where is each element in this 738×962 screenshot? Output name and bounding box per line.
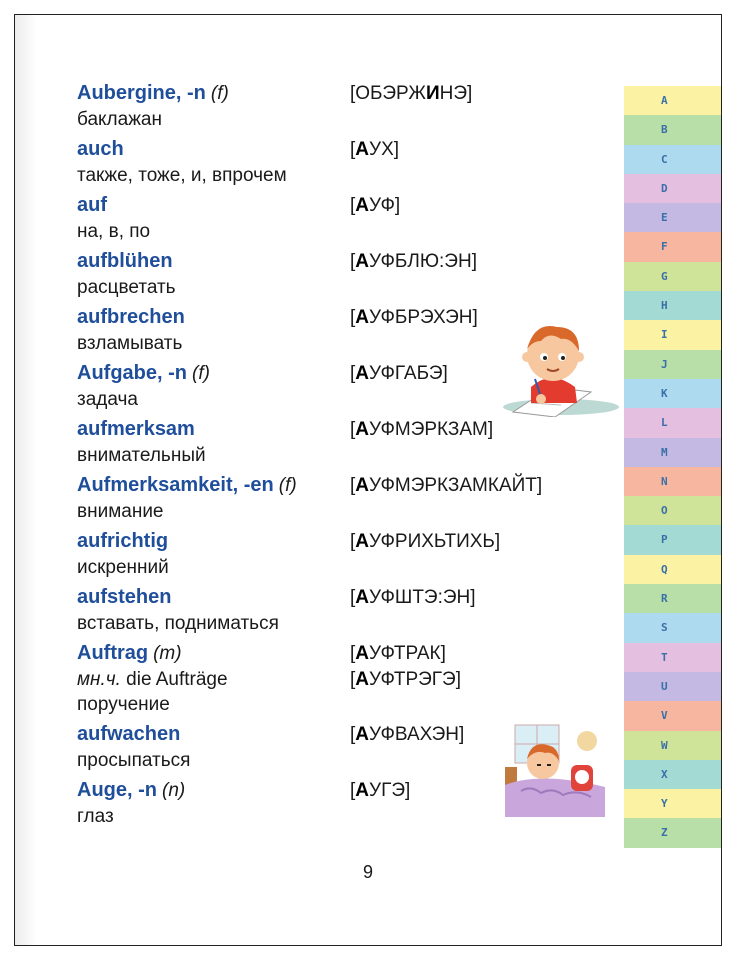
- dictionary-entry: [77, 194, 617, 244]
- stressed-letter: А: [355, 643, 370, 664]
- transcription: [350, 307, 478, 329]
- plural-word: die Aufträge: [126, 669, 228, 690]
- transcription-part: [: [350, 307, 356, 328]
- transcription: [350, 724, 464, 746]
- alphabet-tab-r[interactable]: R: [624, 584, 722, 613]
- alphabet-tab-s[interactable]: S: [624, 613, 722, 642]
- alphabet-tab-j[interactable]: J: [624, 350, 722, 379]
- stressed-letter: А: [355, 669, 370, 690]
- transcription-part: [: [350, 139, 356, 160]
- transcription-part: УФШТЭ:ЭН]: [369, 587, 476, 608]
- transcription: [350, 83, 472, 105]
- transcription-part: УФТРЭГЭ]: [369, 669, 461, 690]
- transcription-part: [: [350, 419, 356, 440]
- headword: aufmerksam: [77, 418, 195, 440]
- transcription: [350, 251, 477, 273]
- transcription: [350, 669, 461, 691]
- russian-translation: взламывать: [77, 333, 183, 354]
- alphabet-tab-w[interactable]: W: [624, 731, 722, 760]
- transcription: [350, 531, 500, 553]
- plural-label: мн.ч.: [77, 669, 121, 690]
- russian-translation: искренний: [77, 557, 169, 578]
- page-number: 9: [362, 862, 373, 882]
- stressed-letter: А: [355, 251, 370, 272]
- transcription-part: [: [350, 724, 356, 745]
- transcription-part: [: [350, 669, 356, 690]
- russian-translation: внимание: [77, 501, 164, 522]
- alphabet-tab-q[interactable]: Q: [624, 555, 722, 584]
- dictionary-entry: [77, 530, 617, 580]
- dictionary-entry: [77, 586, 617, 636]
- alphabet-tab-k[interactable]: K: [624, 379, 722, 408]
- alphabet-tab-p[interactable]: P: [624, 525, 722, 554]
- russian-translation: вставать, подниматься: [77, 613, 279, 634]
- headword: aufrichtig: [77, 530, 169, 552]
- boy-waking-up-illustration: [501, 721, 611, 821]
- grammar-gender: (n): [162, 780, 186, 801]
- transcription: [350, 195, 400, 217]
- transcription-part: [: [350, 363, 356, 384]
- transcription-part: УХ]: [369, 139, 400, 160]
- transcription: [350, 780, 410, 802]
- headword: aufbrechen: [77, 306, 185, 328]
- dictionary-entry: [77, 138, 617, 188]
- alphabet-tab-v[interactable]: V: [624, 701, 722, 730]
- transcription-part: УФМЭРКЗАМКАЙТ]: [369, 475, 543, 496]
- transcription-part: [: [350, 643, 356, 664]
- alphabet-tab-e[interactable]: E: [624, 203, 722, 232]
- transcription-part: [: [350, 780, 356, 801]
- stressed-letter: А: [355, 139, 370, 160]
- dictionary-entry: [77, 642, 617, 717]
- headword: aufwachen: [77, 723, 181, 745]
- headword: aufstehen: [77, 586, 172, 608]
- stressed-letter: А: [355, 419, 370, 440]
- page-gutter-shadow: [15, 15, 37, 945]
- headword: Aufmerksamkeit, -en: [77, 474, 274, 496]
- transcription-part: УФВАХЭН]: [369, 724, 465, 745]
- alphabet-tab-c[interactable]: C: [624, 145, 722, 174]
- transcription-part: УФГАБЭ]: [369, 363, 448, 384]
- alphabet-tab-o[interactable]: O: [624, 496, 722, 525]
- dictionary-entry: [77, 418, 617, 468]
- headword: Auge, -n: [77, 779, 157, 801]
- transcription: [350, 475, 542, 497]
- transcription-part: [: [350, 587, 356, 608]
- transcription-part: [: [350, 251, 356, 272]
- headword: auch: [77, 138, 124, 160]
- stressed-letter: А: [355, 363, 370, 384]
- transcription: [350, 139, 399, 161]
- russian-translation: внимательный: [77, 445, 206, 466]
- dictionary-entry: [77, 474, 617, 524]
- headword: Aufgabe, -n: [77, 362, 187, 384]
- grammar-gender: (f): [192, 363, 210, 384]
- stressed-letter: А: [355, 195, 370, 216]
- headword: Auftrag: [77, 642, 149, 664]
- russian-translation: на, в, по: [77, 221, 151, 242]
- russian-translation: расцветать: [77, 277, 176, 298]
- transcription-part: УФБЛЮ:ЭН]: [369, 251, 477, 272]
- transcription-part: УФ]: [369, 195, 401, 216]
- stressed-letter: А: [355, 475, 370, 496]
- alphabet-tab-z[interactable]: Z: [624, 818, 722, 847]
- plural-form: [77, 667, 350, 692]
- alphabet-tab-g[interactable]: G: [624, 262, 722, 291]
- transcription-part: УФРИХЬТИХЬ]: [369, 531, 501, 552]
- alphabet-tab-b[interactable]: B: [624, 115, 722, 144]
- alphabet-tab-u[interactable]: U: [624, 672, 722, 701]
- alphabet-tab-f[interactable]: F: [624, 232, 722, 261]
- stressed-letter: А: [355, 307, 370, 328]
- headword: auf: [77, 194, 107, 216]
- transcription-part: УФБРЭХЭН]: [369, 307, 478, 328]
- dictionary-entry: [77, 250, 617, 300]
- transcription-part: [: [350, 195, 356, 216]
- russian-translation: глаз: [77, 806, 114, 827]
- alphabet-tab-x[interactable]: X: [624, 760, 722, 789]
- headword: aufblühen: [77, 250, 173, 272]
- stressed-letter: А: [355, 780, 370, 801]
- transcription-part: [: [350, 531, 356, 552]
- transcription: [350, 419, 493, 441]
- transcription-part: [: [350, 475, 356, 496]
- stressed-letter: И: [425, 83, 440, 104]
- russian-translation: поручение: [77, 694, 170, 715]
- dictionary-page: [14, 14, 722, 946]
- transcription-part: УФМЭРКЗАМ]: [369, 419, 494, 440]
- transcription-part: УФТРАК]: [369, 643, 446, 664]
- dictionary-entry: [77, 82, 617, 132]
- grammar-gender: (m): [153, 643, 182, 664]
- grammar-gender: (f): [278, 475, 297, 496]
- alphabet-tab-m[interactable]: M: [624, 438, 722, 467]
- transcription: [350, 643, 446, 665]
- alphabet-tab-n[interactable]: N: [624, 467, 722, 496]
- transcription-part: [ОБЭРЖ: [350, 83, 426, 104]
- russian-translation: просыпаться: [77, 750, 191, 771]
- transcription-part: УГЭ]: [369, 780, 411, 801]
- headword: Aubergine, -n: [77, 82, 206, 104]
- russian-translation: баклажан: [77, 109, 162, 130]
- alphabet-tab-h[interactable]: H: [624, 291, 722, 320]
- russian-translation: задача: [77, 389, 138, 410]
- grammar-gender: (f): [210, 83, 229, 104]
- transcription-part: НЭ]: [439, 83, 473, 104]
- alphabet-tab-l[interactable]: L: [624, 408, 722, 437]
- alphabet-index-tabs: [624, 86, 722, 848]
- transcription: [350, 363, 448, 385]
- alphabet-tab-i[interactable]: I: [624, 320, 722, 349]
- russian-translation: также, тоже, и, впрочем: [77, 165, 287, 186]
- alphabet-tab-y[interactable]: Y: [624, 789, 722, 818]
- stressed-letter: А: [355, 724, 370, 745]
- alphabet-tab-t[interactable]: T: [624, 643, 722, 672]
- boy-writing-illustration: [491, 317, 621, 417]
- alphabet-tab-d[interactable]: D: [624, 174, 722, 203]
- alphabet-tab-a[interactable]: A: [624, 86, 722, 115]
- transcription: [350, 587, 476, 609]
- stressed-letter: А: [355, 587, 370, 608]
- stressed-letter: А: [355, 531, 370, 552]
